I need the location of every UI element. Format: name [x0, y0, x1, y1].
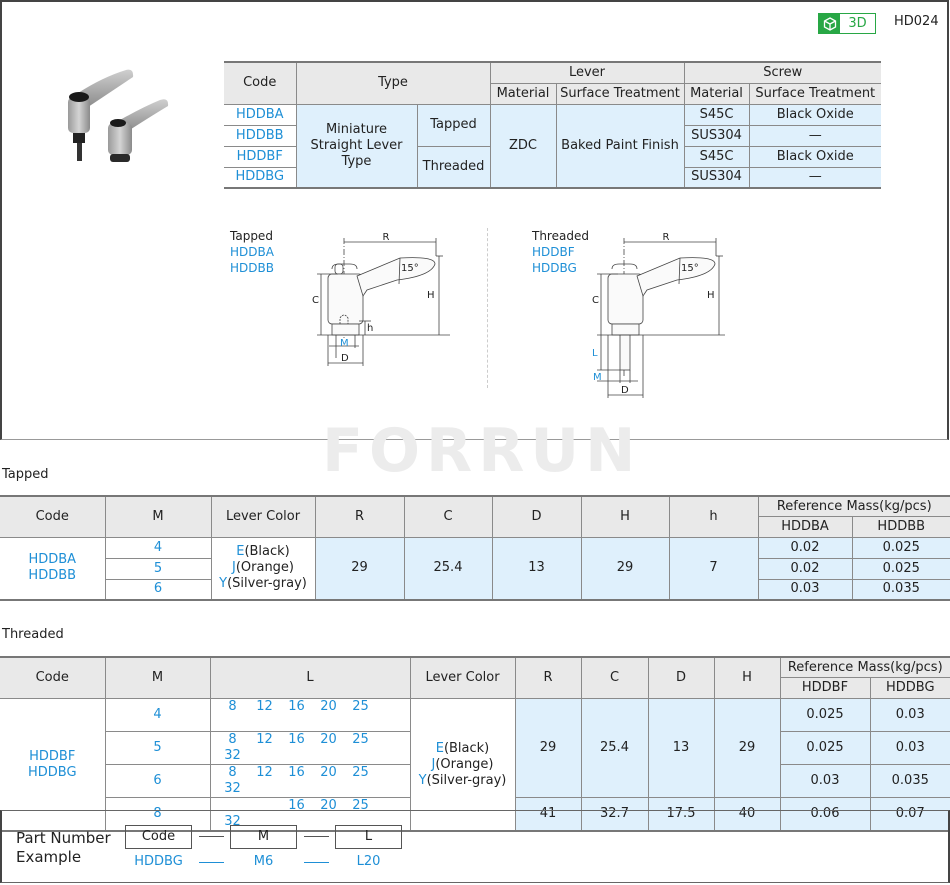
header-h: H: [714, 657, 780, 699]
header-lever: Lever: [490, 62, 684, 83]
example-code[interactable]: HDDBG: [134, 854, 183, 869]
color-key[interactable]: Y: [219, 576, 228, 592]
code-link[interactable]: HDDBF: [224, 146, 296, 167]
type-threaded: Threaded: [417, 146, 490, 188]
header-c: C: [404, 496, 492, 538]
dim-angle: 15°: [401, 263, 419, 274]
header-l: L: [210, 657, 410, 699]
3d-label: 3D: [848, 16, 867, 31]
separator: [304, 836, 329, 837]
dim-d: D: [621, 385, 629, 396]
color-name: (Silver-gray): [426, 772, 507, 788]
color-key[interactable]: J: [231, 560, 236, 576]
l-value[interactable]: 25: [352, 765, 369, 781]
color-name: (Black): [443, 740, 490, 756]
screw-material: SUS304: [684, 125, 749, 146]
header-screw: Screw: [684, 62, 881, 83]
tapped-diagram-title: Tapped: [230, 229, 273, 243]
l-value[interactable]: 20: [320, 699, 337, 715]
m-value[interactable]: 4: [105, 699, 210, 732]
product-photo: [48, 65, 173, 175]
header-mass-hddbf: HDDBF: [780, 678, 870, 699]
tapped-diagram-caption: [230, 228, 274, 276]
threaded-diagram-title: Threaded: [532, 229, 589, 243]
threaded-dimension-table: [0, 656, 950, 832]
example-separator: [304, 862, 329, 863]
dim-h-upper: H: [427, 290, 435, 301]
m-value[interactable]: 5: [105, 558, 211, 579]
mass-hddbg: 0.035: [870, 765, 950, 798]
tapped-dimension-drawing: [295, 228, 450, 368]
separator: [199, 836, 224, 837]
cube-icon: [819, 14, 840, 33]
r-value: 29: [515, 699, 581, 798]
l-value[interactable]: 32: [224, 814, 241, 830]
screw-surface: —: [749, 167, 881, 188]
d-value: 13: [492, 538, 581, 600]
code-link[interactable]: HDDBB: [224, 125, 296, 146]
mass-hddbg: 0.03: [870, 699, 950, 732]
l-value[interactable]: 20: [320, 732, 337, 748]
color-key[interactable]: Y: [418, 772, 427, 788]
mass-hddbg: 0.03: [870, 732, 950, 765]
header-m: M: [105, 657, 210, 699]
example-m[interactable]: M6: [253, 854, 274, 869]
l-value[interactable]: 12: [256, 732, 273, 748]
threaded-diagram-code[interactable]: HDDBF: [532, 245, 575, 259]
type-tapped: Tapped: [417, 104, 490, 146]
header-code: Code: [0, 657, 105, 699]
specification-table: [224, 61, 881, 189]
dim-d: D: [341, 353, 349, 364]
color-name: (Orange): [235, 560, 295, 576]
code-cell: [0, 538, 105, 600]
h-value: 40: [714, 798, 780, 832]
field-m: M: [230, 825, 297, 849]
mass-hddba: 0.02: [758, 538, 852, 559]
threaded-diagram-code[interactable]: HDDBG: [532, 261, 577, 275]
threaded-section-title: Threaded: [2, 627, 64, 642]
field-l: L: [335, 825, 402, 849]
l-values: [210, 699, 410, 732]
header-r: R: [515, 657, 581, 699]
header-code: Code: [224, 62, 296, 104]
threaded-dimension-drawing: [580, 228, 730, 398]
l-value[interactable]: 8: [228, 765, 237, 781]
header-screw-surface: Surface Treatment: [749, 83, 881, 104]
tapped-section-title: Tapped: [2, 467, 49, 482]
l-value[interactable]: 25: [352, 798, 369, 814]
header-mass-hddbb: HDDBB: [852, 517, 950, 538]
l-value[interactable]: 16: [288, 798, 305, 814]
part-number-title-line2: Example: [16, 848, 82, 866]
example-separator: [199, 862, 224, 863]
l-value[interactable]: 16: [288, 699, 305, 715]
l-value[interactable]: 8: [228, 732, 237, 748]
l-value[interactable]: 12: [256, 765, 273, 781]
c-value: 25.4: [404, 538, 492, 600]
dim-angle: 15°: [681, 263, 699, 274]
l-value[interactable]: 16: [288, 732, 305, 748]
l-value[interactable]: 20: [320, 765, 337, 781]
dim-m: M: [593, 372, 602, 383]
l-value[interactable]: 12: [256, 699, 273, 715]
color-key[interactable]: J: [431, 756, 436, 772]
l-value[interactable]: 20: [320, 798, 337, 814]
code-link[interactable]: HDDBA: [224, 104, 296, 125]
code-link[interactable]: HDDBF: [29, 748, 76, 764]
header-lever-material: Material: [490, 83, 556, 104]
example-l[interactable]: L20: [356, 854, 381, 869]
dim-h: H: [707, 290, 715, 301]
h-upper-value: 29: [581, 538, 669, 600]
m-value[interactable]: 6: [105, 765, 210, 798]
field-code: Code: [125, 825, 192, 849]
c-value: 32.7: [581, 798, 648, 832]
header-d: D: [648, 657, 714, 699]
header-mass: Reference Mass(kg/pcs): [780, 657, 950, 678]
color-name: (Black): [244, 544, 290, 560]
header-m: M: [105, 496, 211, 538]
lever-color-cell: [211, 538, 315, 600]
l-value[interactable]: 25: [352, 732, 369, 748]
code-link[interactable]: HDDBB: [28, 568, 77, 584]
header-r: R: [315, 496, 404, 538]
part-number-example-box: [0, 810, 950, 883]
header-lever-color: Lever Color: [211, 496, 315, 538]
l-value[interactable]: 32: [224, 781, 241, 797]
code-link[interactable]: HDDBG: [224, 167, 296, 188]
m-value[interactable]: 8: [105, 798, 210, 832]
mass-hddbb: 0.025: [852, 558, 950, 579]
dim-c: C: [312, 295, 319, 306]
type-name: Miniature Straight Lever Type: [296, 104, 417, 188]
header-d: D: [492, 496, 581, 538]
r-value: 41: [515, 798, 581, 832]
m-value[interactable]: 5: [105, 732, 210, 765]
part-number-title-line1: Part Number: [16, 829, 111, 847]
screw-surface: Black Oxide: [749, 146, 881, 167]
3d-model-button[interactable]: [818, 13, 876, 34]
color-key[interactable]: E: [236, 544, 245, 560]
color-name: (Orange): [435, 756, 494, 772]
dim-r: R: [662, 232, 670, 243]
lever-material: ZDC: [490, 104, 556, 188]
header-mass-hddbg: HDDBG: [870, 678, 950, 699]
l-values: [210, 732, 410, 765]
mass-hddbb: 0.025: [852, 538, 950, 559]
product-code: HD024: [894, 14, 939, 29]
mass-hddbg: 0.07: [870, 798, 950, 832]
l-value[interactable]: 8: [228, 699, 237, 715]
mass-hddbf: 0.06: [780, 798, 870, 832]
dim-m: M: [340, 338, 349, 349]
diagram-divider: [487, 228, 488, 388]
tapped-dimension-table: [0, 495, 950, 601]
dim-l: L: [592, 348, 598, 359]
header-c: C: [581, 657, 648, 699]
dim-h-lower: h: [367, 323, 374, 334]
tapped-diagram-code[interactable]: HDDBB: [230, 261, 274, 275]
screw-surface: Black Oxide: [749, 104, 881, 125]
m-value[interactable]: 4: [105, 538, 211, 559]
mass-hddbb: 0.035: [852, 579, 950, 600]
header-code: Code: [0, 496, 105, 538]
dim-c: C: [592, 295, 599, 306]
lever-surface: Baked Paint Finish: [556, 104, 684, 188]
l-value[interactable]: 25: [352, 699, 369, 715]
d-value: 13: [648, 699, 714, 798]
header-h-lower: h: [669, 496, 758, 538]
table-row: [0, 699, 950, 732]
dim-r: R: [382, 232, 390, 243]
mass-hddba: 0.03: [758, 579, 852, 600]
d-value: 17.5: [648, 798, 714, 832]
header-type: Type: [296, 62, 490, 104]
l-value[interactable]: 32: [224, 748, 241, 764]
screw-material: SUS304: [684, 167, 749, 188]
tapped-diagram-code[interactable]: HDDBA: [230, 245, 274, 259]
l-value[interactable]: 16: [288, 765, 305, 781]
mass-hddbf: 0.025: [780, 699, 870, 732]
header-mass-hddba: HDDBA: [758, 517, 852, 538]
table-row: [0, 538, 950, 559]
h-lower-value: 7: [669, 538, 758, 600]
color-name: (Silver-gray): [227, 576, 307, 592]
header-h-upper: H: [581, 496, 669, 538]
brand-watermark: FORRUN: [322, 416, 642, 486]
color-key[interactable]: E: [435, 740, 444, 756]
c-value: 25.4: [581, 699, 648, 798]
table-row: [224, 104, 881, 125]
header-lever-surface: Surface Treatment: [556, 83, 684, 104]
mass-hddbf: 0.025: [780, 732, 870, 765]
h-value: 29: [714, 699, 780, 798]
screw-surface: —: [749, 125, 881, 146]
part-number-title: [16, 829, 111, 867]
header-lever-color: Lever Color: [410, 657, 515, 699]
m-value[interactable]: 6: [105, 579, 211, 600]
header-screw-material: Material: [684, 83, 749, 104]
screw-material: S45C: [684, 146, 749, 167]
header-mass: Reference Mass(kg/pcs): [758, 496, 950, 517]
mass-hddba: 0.02: [758, 558, 852, 579]
code-link[interactable]: HDDBA: [28, 552, 77, 568]
mass-hddbf: 0.03: [780, 765, 870, 798]
r-value: 29: [315, 538, 404, 600]
screw-material: S45C: [684, 104, 749, 125]
l-values: [210, 765, 410, 798]
code-link[interactable]: HDDBG: [27, 764, 77, 780]
